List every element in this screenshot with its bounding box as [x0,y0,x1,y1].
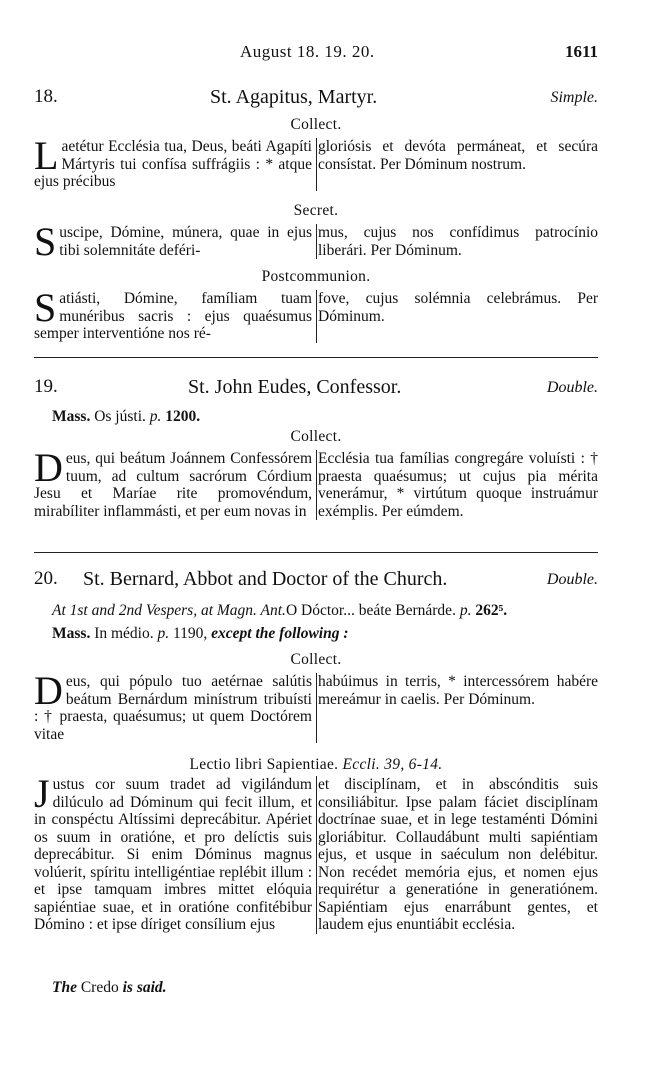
section-divider [34,357,598,358]
page-number: 1611 [564,42,598,61]
header-title: August 18. 19. 20. [240,42,375,61]
drop-cap: D [34,668,63,713]
collect-left-column: Deus, qui beátum Joánnem Confessórem tuum, ad cultum sacrórum Córdium Jesu et Maríae rite promovéndum, mirabíliter inflammásti, et per eum novas in [34,450,317,520]
feast-rank: Double. [546,379,598,396]
feast-heading-18 [34,86,598,112]
drop-cap: S [34,219,57,264]
feast-title: St. Agapitus, Martyr. [210,86,378,108]
collect-text-18 [34,133,598,194]
collect-label: Collect. [290,116,342,133]
postcommunion-right-column: fove, cujus solémnia celebrámus. Per Dóminum. [318,290,598,325]
secret-left-column: Suscipe, Dómine, múnera, quae in ejus tibi solemnitáte deféri- [34,224,317,259]
feast-title: St. Bernard, Abbot and Doctor of the Church. [83,568,448,590]
secret-right-column: mus, cujus nos confídimus patrocínio liberári. Per Dóminum. [318,224,598,259]
section-divider [34,552,598,553]
feast-rank: Simple. [550,89,598,106]
credo-rubric: The Credo is said. [52,979,167,996]
drop-cap: L [34,133,59,178]
drop-cap: S [34,285,57,330]
postcommunion-label: Postcommunion. [261,268,371,285]
postcommunion-left-column: Satiásti, Dómine, famíliam tuam munéribus sacris : ejus quaésumus semper interventióne nos ré- [34,290,317,343]
feast-heading-20 [34,568,598,594]
lesson-right-column: et disciplínam, et in abscónditis suis consiliábitur. Ipse palam fáciet disciplínam doctrínae suae, et in lege testaménti Dómini gloriábitur. Collaudábunt multi sapiéntiam ejus, et usque in saéculum non delébitur. Non recédet memória ejus, et nomen ejus requirétur a generatióne in generatiónem. Sapiéntiam ejus enarrábunt gentes, et laudem ejus enuntiábit ecclésia. [318,776,598,933]
collect-right-column: gloriósis et devóta permáneat, et secúra consístat. Per Dóminum nostrum. [318,138,598,173]
collect-left-column: Laetétur Ecclésia tua, Deus, beáti Agapíti Mártyris tui confísa suffrágiis : * atque ejus précibus [34,138,317,191]
collect-right-column: Ecclésia tua famílias congregáre voluísti : † praesta quaésumus; ut cujus pia mérita venerámur, * virtútum quoque instruámur exémplis. Per eúmdem. [318,450,598,520]
feast-heading-19 [34,376,598,402]
drop-cap: D [34,445,63,490]
mass-rubric-20: Mass. In médio. p. 1190, except the following : [52,625,349,642]
secret-text-18 [34,219,598,264]
lesson-heading: Lectio libri Sapientiae. Eccli. 39, 6-14. [189,756,443,773]
collect-right-column: habúimus in terris, * intercessórem habére mereámur in caelis. Per Dóminum. [318,673,598,708]
feast-title: St. John Eudes, Confessor. [188,376,402,398]
feast-day-number: 20. [34,568,58,589]
mass-rubric-19: Mass. Os jústi. p. 1200. [52,408,201,425]
feast-day-number: 18. [34,86,58,107]
collect-left-column: Deus, qui pópulo tuo aetérnae salútis beátum Bernárdum minístrum tribuísti : † praesta, quaésumus; ut quem Doctórem vitae [34,673,317,743]
collect-text-19 [34,445,598,542]
lesson-left-column: Justus cor suum tradet ad vigilándum dilúculo ad Dóminum qui fecit illum, et in conspéctu Altíssimi deprecábitur. Apériet os suum in oratióne, et pro delíctis suis deprecábitur. Si enim Dóminus magnus volúerit, spíritu intelligéntiae replébit illum : et ipse tamquam imbres mittet elóquia sapiéntiae suae, et in oratióne confitébibur Dómino : et ipse díriget consílium ejus [34,776,317,934]
collect-text-20 [34,668,598,747]
vespers-rubric: At 1st and 2nd Vespers, at Magn. Ant.O Dóctor... beáte Bernárde. p. 262⁵. [52,602,508,619]
secret-label: Secret. [293,202,339,219]
collect-label: Collect. [290,428,342,445]
feast-day-number: 19. [34,376,58,397]
feast-rank: Double. [546,571,598,588]
running-header [34,42,598,64]
drop-cap: J [34,771,50,816]
collect-label: Collect. [290,651,342,668]
postcommunion-text-18 [34,285,598,346]
lesson-text-20 [34,771,598,972]
